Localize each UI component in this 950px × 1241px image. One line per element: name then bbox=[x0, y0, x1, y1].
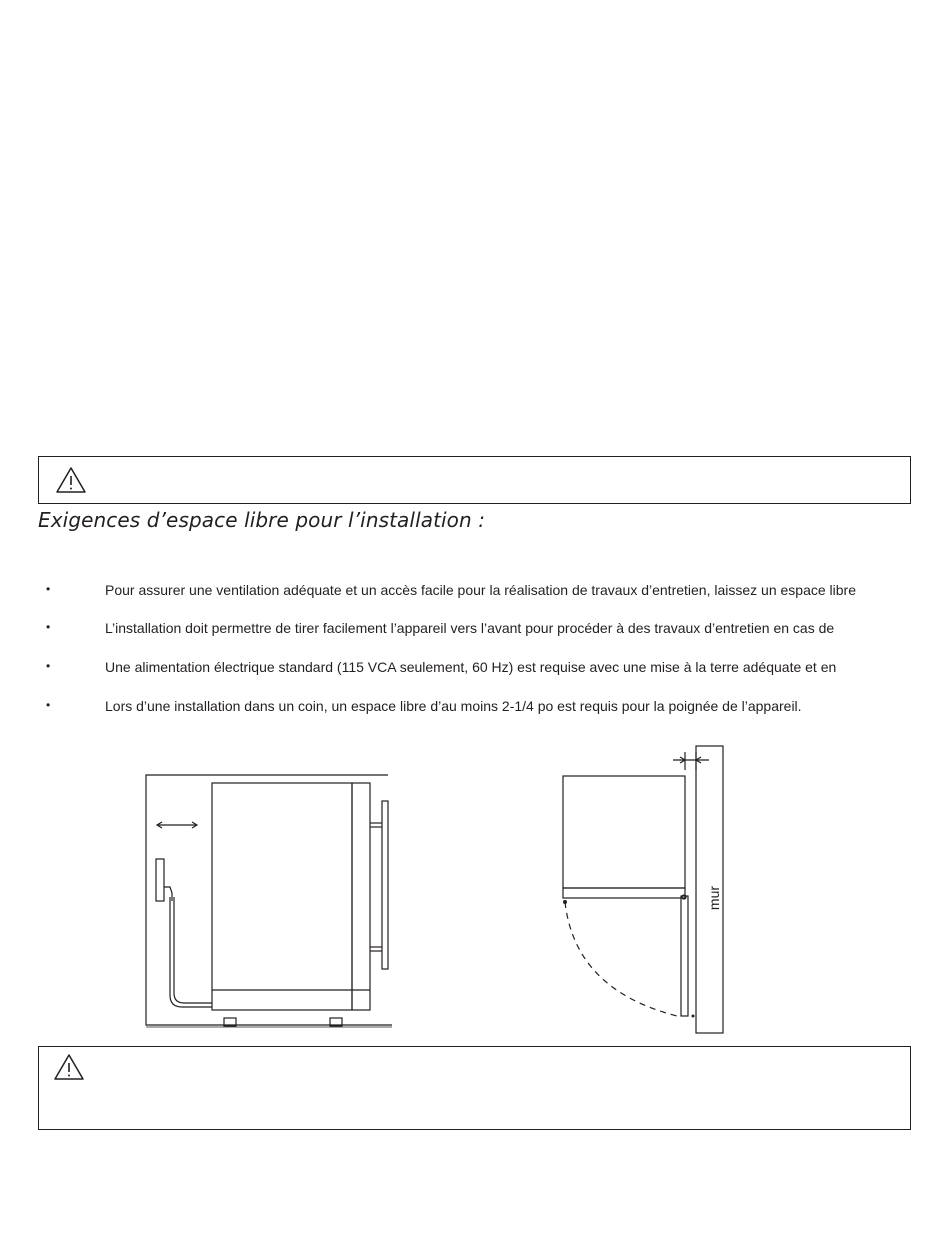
bullet-text: L’installation doit permettre de tirer facilement l’appareil vers l’avant pour procéder à des travaux d’entretien en cas de bbox=[105, 620, 835, 636]
warning-box-top bbox=[38, 456, 911, 504]
bullet-marker: • bbox=[46, 582, 51, 596]
section-heading: Exigences d’espace libre pour l’installation : bbox=[38, 508, 486, 532]
list-item bbox=[0, 659, 950, 679]
side-view-diagram bbox=[140, 765, 400, 1040]
bullet-text: Une alimentation électrique standard (115 VCA seulement, 60 Hz) est requise avec une mise à la terre adéquate et en bbox=[105, 659, 837, 675]
wall-label: mur bbox=[706, 885, 722, 911]
warning-triangle-icon bbox=[53, 1053, 85, 1086]
warning-box-bottom bbox=[38, 1046, 911, 1130]
bullet-text: Lors d’une installation dans un coin, un espace libre d’au moins 2-1/4 po est requis pour la poignée de l’appareil. bbox=[105, 698, 802, 714]
list-item bbox=[0, 698, 950, 718]
bullet-marker: • bbox=[46, 698, 51, 712]
warning-triangle-icon bbox=[55, 466, 87, 499]
bullet-marker: • bbox=[46, 659, 51, 673]
bullet-text: Pour assurer une ventilation adéquate et un accès facile pour la réalisation de travaux d’entretien, laissez un espace libre bbox=[105, 582, 857, 598]
bullet-marker: • bbox=[46, 620, 51, 634]
list-item bbox=[0, 620, 950, 640]
list-item bbox=[0, 582, 950, 602]
